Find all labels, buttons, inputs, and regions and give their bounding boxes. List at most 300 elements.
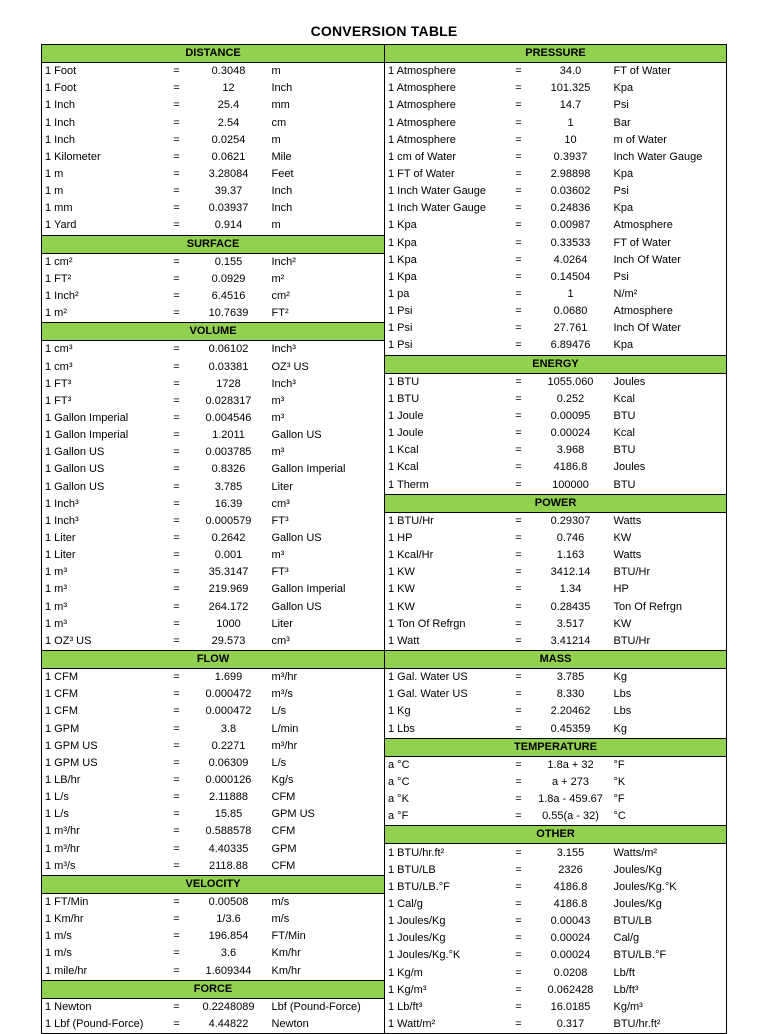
to-unit-cell: Inch Water Gauge: [610, 149, 727, 166]
to-unit-cell: BTU/Hr: [610, 564, 727, 581]
factor-cell: 0.00024: [550, 932, 591, 945]
factor-cell: 0.06309: [208, 756, 249, 769]
conversion-row: [42, 496, 385, 513]
conversion-row: [385, 599, 727, 616]
from-unit-cell: 1 Lbs: [385, 720, 506, 738]
conversion-row: [42, 547, 385, 564]
to-unit-cell: °F: [610, 791, 727, 808]
equals-cell: =: [173, 930, 180, 943]
equals-cell: =: [173, 116, 180, 129]
conversion-row: [42, 410, 385, 427]
equals-cell: =: [515, 932, 522, 945]
to-unit-cell: cm²: [268, 288, 385, 305]
from-unit-cell: 1 Inch³: [42, 513, 164, 530]
factor-cell: 4.40335: [208, 842, 249, 855]
from-unit-cell: 1 Inch Water Gauge: [385, 200, 506, 217]
section-header: SURFACE: [42, 235, 385, 253]
to-unit-cell: Joules/Kg: [610, 896, 727, 913]
factor-cell: 3412.14: [550, 566, 591, 579]
to-unit-cell: Gallon US: [268, 599, 385, 616]
equals-cell: =: [515, 549, 522, 562]
to-unit-cell: Liter: [268, 616, 385, 633]
section-header-row: [42, 45, 385, 63]
from-unit-cell: 1 FT/Min: [42, 893, 164, 911]
equals-cell: =: [173, 290, 180, 303]
equals-cell: =: [515, 150, 522, 163]
factor-cell: 39.37: [214, 185, 243, 198]
equals-cell: =: [515, 634, 522, 647]
equals-cell: =: [173, 150, 180, 163]
factor-cell: 0.00043: [550, 915, 591, 928]
from-unit-cell: 1 Psi: [385, 320, 506, 337]
equals-cell: =: [515, 880, 522, 893]
from-unit-cell: 1 Foot: [42, 80, 164, 97]
to-unit-cell: Joules: [610, 459, 727, 476]
equals-cell: =: [173, 480, 180, 493]
factor-cell: 0.03381: [208, 360, 249, 373]
to-unit-cell: Psi: [610, 269, 727, 286]
equals-cell: =: [506, 1016, 532, 1034]
from-unit-cell: 1 m³: [42, 564, 164, 581]
equals-cell: =: [515, 514, 522, 527]
conversion-row: [385, 373, 727, 391]
from-unit-cell: 1 Kilometer: [42, 149, 164, 166]
equals-cell: =: [173, 583, 180, 596]
conversion-row: [42, 183, 385, 200]
to-unit-cell: CFM: [268, 789, 385, 806]
to-unit-cell: mm: [268, 97, 385, 114]
conversion-row: [42, 945, 385, 962]
to-unit-cell: Inch Of Water: [610, 252, 727, 269]
factor-cell: 0.0680: [553, 305, 588, 318]
to-unit-cell: BTU: [610, 442, 727, 459]
to-unit-cell: m³/s: [268, 686, 385, 703]
conversion-row: [385, 947, 727, 964]
from-unit-cell: 1 CFM: [42, 703, 164, 720]
factor-cell: 0.000472: [205, 688, 252, 701]
factor-cell: 0.2271: [211, 739, 246, 752]
equals-cell: =: [173, 133, 180, 146]
factor-cell: 0.8326: [211, 463, 246, 476]
conversion-row: [385, 183, 727, 200]
equals-cell: =: [515, 65, 522, 78]
conversion-row: [385, 808, 727, 826]
from-unit-cell: 1 m: [42, 183, 164, 200]
from-unit-cell: 1 m³/hr: [42, 840, 164, 857]
factor-cell: 0.45359: [550, 722, 591, 735]
to-unit-cell: Kcal: [610, 391, 727, 408]
factor-cell: 34.0: [559, 65, 582, 78]
conversion-row: [42, 359, 385, 376]
equals-cell: =: [515, 600, 522, 613]
factor-cell: 1.163: [556, 549, 585, 562]
from-unit-cell: 1 FT of Water: [385, 166, 506, 183]
factor-cell: 4186.8: [553, 880, 588, 893]
factor-cell: 3.785: [556, 671, 585, 684]
from-unit-cell: 1 LB/hr: [42, 772, 164, 789]
conversion-row: [385, 930, 727, 947]
from-unit-cell: 1 BTU/LB.°F: [385, 879, 506, 896]
conversion-row: [42, 840, 385, 857]
from-unit-cell: 1 Kg/m: [385, 964, 506, 981]
factor-cell: 1: [567, 116, 574, 129]
from-unit-cell: 1 Kpa: [385, 235, 506, 252]
factor-cell: 0.00095: [550, 410, 591, 423]
to-unit-cell: m³: [268, 444, 385, 461]
to-unit-cell: FT³: [268, 513, 385, 530]
equals-cell: =: [173, 532, 180, 544]
from-unit-cell: 1 Inch Water Gauge: [385, 183, 506, 200]
from-unit-cell: 1 KW: [385, 581, 506, 598]
equals-cell: =: [173, 791, 180, 804]
conversion-row: [42, 132, 385, 149]
to-unit-cell: Kg/m³: [610, 999, 727, 1016]
factor-cell: 0.0621: [211, 150, 246, 163]
factor-cell: 8.330: [556, 688, 585, 701]
from-unit-cell: 1 Kcal: [385, 459, 506, 476]
from-unit-cell: 1 Joule: [385, 425, 506, 442]
factor-cell: 2118.88: [209, 859, 248, 872]
to-unit-cell: Kpa: [610, 166, 727, 183]
to-unit-cell: Watts: [610, 547, 727, 564]
from-unit-cell: 1 Watt: [385, 633, 506, 651]
to-unit-cell: GPM: [268, 840, 385, 857]
equals-cell: =: [173, 219, 180, 232]
conversion-row: [42, 755, 385, 772]
conversion-row: [42, 564, 385, 581]
to-unit-cell: Km/hr: [268, 945, 385, 962]
conversion-row: [385, 235, 727, 252]
factor-cell: 0.03937: [208, 202, 249, 215]
conversion-row: [42, 633, 385, 651]
conversion-row: [385, 999, 727, 1016]
equals-cell: =: [173, 514, 180, 527]
equals-cell: =: [173, 497, 180, 510]
conversion-row: [385, 530, 727, 547]
conversion-row: [42, 253, 385, 271]
conversion-row: [42, 97, 385, 114]
from-unit-cell: 1 Inch: [42, 132, 164, 149]
left-conversion-column: [41, 44, 384, 1034]
equals-cell: =: [515, 722, 522, 735]
to-unit-cell: Inch²: [268, 253, 385, 271]
from-unit-cell: 1 Kpa: [385, 217, 506, 234]
conversion-row: [385, 581, 727, 598]
factor-cell: 0.0208: [553, 966, 588, 979]
equals-cell: =: [173, 307, 180, 320]
conversion-row: [42, 513, 385, 530]
conversion-row: [42, 1016, 385, 1034]
equals-cell: =: [173, 463, 180, 476]
equals-cell: =: [173, 808, 180, 821]
from-unit-cell: 1 L/s: [42, 789, 164, 806]
equals-cell: =: [515, 288, 522, 301]
equals-cell: =: [515, 461, 522, 474]
conversion-row: [385, 97, 727, 114]
equals-cell: =: [173, 913, 180, 926]
equals-cell: =: [515, 915, 522, 928]
section-header-row: [385, 45, 727, 63]
conversion-row: [385, 982, 727, 999]
from-unit-cell: 1 Gallon US: [42, 461, 164, 478]
to-unit-cell: Feet: [268, 166, 385, 183]
to-unit-cell: CFM: [268, 823, 385, 840]
to-unit-cell: L/s: [268, 755, 385, 772]
factor-cell: 0.000472: [205, 705, 252, 718]
from-unit-cell: 1 Gallon Imperial: [42, 410, 164, 427]
conversion-row: [385, 166, 727, 183]
factor-cell: 25.4: [217, 99, 240, 112]
conversion-row: [385, 269, 727, 286]
equals-cell: =: [173, 739, 180, 752]
equals-cell: =: [173, 964, 180, 977]
factor-cell: 1/3.6: [216, 913, 241, 926]
from-unit-cell: 1 Joule: [385, 408, 506, 425]
factor-cell: 0.004546: [205, 412, 252, 425]
equals-cell: =: [515, 810, 522, 823]
to-unit-cell: BTU/hr.ft²: [610, 1016, 727, 1034]
to-unit-cell: Atmosphere: [610, 303, 727, 320]
conversion-row: [385, 149, 727, 166]
factor-cell: 2.11888: [209, 791, 248, 804]
to-unit-cell: Lb/ft: [610, 964, 727, 981]
to-unit-cell: KW: [610, 616, 727, 633]
equals-cell: =: [515, 410, 522, 423]
equals-cell: =: [173, 168, 180, 181]
factor-cell: 0.55(a - 32): [542, 810, 599, 823]
factor-cell: 0.000126: [205, 773, 252, 786]
from-unit-cell: 1 m³: [42, 581, 164, 598]
equals-cell: =: [515, 705, 522, 718]
from-unit-cell: 1 Kg/m³: [385, 982, 506, 999]
equals-cell: =: [515, 82, 522, 95]
to-unit-cell: GPM US: [268, 806, 385, 823]
conversion-row: [42, 444, 385, 461]
to-unit-cell: °K: [610, 774, 727, 791]
factor-cell: 1055.060: [547, 375, 594, 388]
equals-cell: =: [173, 202, 180, 215]
conversion-row: [42, 341, 385, 359]
to-unit-cell: Bar: [610, 115, 727, 132]
equals-cell: =: [515, 478, 522, 491]
conversion-row: [42, 928, 385, 945]
to-unit-cell: Kcal: [610, 425, 727, 442]
to-unit-cell: CFM: [268, 858, 385, 876]
to-unit-cell: m²: [268, 271, 385, 288]
to-unit-cell: m: [268, 63, 385, 81]
to-unit-cell: cm: [268, 115, 385, 132]
conversion-row: [42, 427, 385, 444]
from-unit-cell: 1 BTU: [385, 373, 506, 391]
factor-cell: 264.172: [208, 600, 249, 613]
equals-cell: =: [515, 758, 522, 771]
from-unit-cell: 1 m³: [42, 616, 164, 633]
to-unit-cell: L/min: [268, 720, 385, 737]
from-unit-cell: 1 Ton Of Refrgn: [385, 616, 506, 633]
section-header: FORCE: [42, 980, 385, 998]
from-unit-cell: 1 Lb/ft³: [385, 999, 506, 1016]
factor-cell: 0.062428: [547, 983, 594, 996]
conversion-row: [385, 879, 727, 896]
factor-cell: 0.000579: [205, 514, 252, 527]
conversion-row: [385, 633, 727, 651]
to-unit-cell: Kg/s: [268, 772, 385, 789]
to-unit-cell: BTU/LB.°F: [610, 947, 727, 964]
from-unit-cell: 1 m³/hr: [42, 823, 164, 840]
equals-cell: =: [515, 168, 522, 181]
to-unit-cell: Atmosphere: [610, 217, 727, 234]
to-unit-cell: m³/hr: [268, 738, 385, 755]
to-unit-cell: m³: [268, 547, 385, 564]
factor-cell: 219.969: [208, 583, 249, 596]
from-unit-cell: 1 Atmosphere: [385, 115, 506, 132]
conversion-row: [42, 271, 385, 288]
equals-cell: =: [515, 270, 522, 283]
equals-cell: =: [515, 671, 522, 684]
factor-cell: 0.00508: [208, 895, 249, 908]
equals-cell: =: [515, 392, 522, 405]
conversion-row: [385, 320, 727, 337]
conversion-row: [42, 703, 385, 720]
equals-cell: =: [173, 947, 180, 960]
factor-cell: 3.155: [556, 846, 585, 859]
to-unit-cell: Ton Of Refrgn: [610, 599, 727, 616]
from-unit-cell: 1 Liter: [42, 547, 164, 564]
equals-cell: =: [173, 549, 180, 562]
equals-cell: =: [173, 895, 180, 908]
section-header-row: [42, 980, 385, 998]
factor-cell: 1.699: [214, 671, 243, 684]
equals-cell: =: [173, 671, 180, 684]
to-unit-cell: KW: [610, 530, 727, 547]
to-unit-cell: Lbf (Pound-Force): [268, 998, 385, 1016]
equals-cell: =: [515, 116, 522, 129]
from-unit-cell: 1 Therm: [385, 477, 506, 495]
to-unit-cell: cm³: [268, 633, 385, 651]
factor-cell: 29.573: [211, 634, 246, 647]
conversion-row: [42, 962, 385, 980]
to-unit-cell: cm³: [268, 496, 385, 513]
from-unit-cell: 1 CFM: [42, 669, 164, 687]
from-unit-cell: a °K: [385, 791, 506, 808]
equals-cell: =: [173, 566, 180, 579]
conversion-row: [385, 913, 727, 930]
to-unit-cell: Gallon Imperial: [268, 461, 385, 478]
section-header-row: [385, 826, 727, 844]
conversion-row: [385, 408, 727, 425]
to-unit-cell: Joules/Kg.°K: [610, 879, 727, 896]
to-unit-cell: Km/hr: [268, 962, 385, 980]
to-unit-cell: Newton: [268, 1016, 385, 1034]
conversion-row: [385, 303, 727, 320]
from-unit-cell: 1 HP: [385, 530, 506, 547]
to-unit-cell: Lbs: [610, 703, 727, 720]
from-unit-cell: 1 Kcal/Hr: [385, 547, 506, 564]
conversion-row: [385, 791, 727, 808]
to-unit-cell: m of Water: [610, 132, 727, 149]
equals-cell: =: [515, 339, 522, 352]
equals-cell: =: [515, 99, 522, 112]
to-unit-cell: Kpa: [610, 200, 727, 217]
from-unit-cell: 1 m³/s: [42, 858, 164, 876]
from-unit-cell: 1 BTU/Hr: [385, 512, 506, 530]
from-unit-cell: 1 Joules/Kg: [385, 913, 506, 930]
conversion-row: [42, 217, 385, 235]
to-unit-cell: Mile: [268, 149, 385, 166]
from-unit-cell: 1 Atmosphere: [385, 80, 506, 97]
conversion-row: [42, 166, 385, 183]
equals-cell: =: [173, 756, 180, 769]
from-unit-cell: 1 Kcal: [385, 442, 506, 459]
from-unit-cell: 1 Yard: [42, 217, 164, 235]
equals-cell: =: [515, 966, 522, 979]
from-unit-cell: 1 m/s: [42, 945, 164, 962]
conversion-row: [42, 789, 385, 806]
from-unit-cell: 1 Joules/Kg.°K: [385, 947, 506, 964]
section-header-row: [42, 323, 385, 341]
from-unit-cell: 1 Inch: [42, 97, 164, 114]
from-unit-cell: 1 Cal/g: [385, 896, 506, 913]
conversion-row: [42, 911, 385, 928]
factor-cell: 100000: [552, 478, 589, 491]
to-unit-cell: N/m²: [610, 286, 727, 303]
from-unit-cell: 1 GPM US: [42, 755, 164, 772]
to-unit-cell: Lbs: [610, 686, 727, 703]
equals-cell: =: [173, 343, 180, 356]
conversion-row: [42, 616, 385, 633]
factor-cell: 14.7: [559, 99, 582, 112]
conversion-row: [385, 252, 727, 269]
factor-cell: 0.588578: [205, 825, 252, 838]
to-unit-cell: Inch: [268, 183, 385, 200]
equals-cell: =: [515, 775, 522, 788]
conversion-row: [385, 200, 727, 217]
equals-cell: =: [515, 566, 522, 579]
conversion-row: [42, 686, 385, 703]
factor-cell: 6.89476: [550, 339, 591, 352]
equals-cell: =: [173, 394, 180, 407]
to-unit-cell: m: [268, 217, 385, 235]
factor-cell: 0.00024: [550, 427, 591, 440]
conversion-row: [385, 80, 727, 97]
conversion-row: [42, 530, 385, 547]
section-header-row: [385, 738, 727, 756]
equals-cell: =: [173, 688, 180, 701]
from-unit-cell: 1 Watt/m²: [385, 1016, 506, 1034]
from-unit-cell: 1 FT³: [42, 393, 164, 410]
equals-cell: =: [173, 842, 180, 855]
right-conversion-table: [384, 44, 727, 1034]
from-unit-cell: 1 Gallon US: [42, 444, 164, 461]
from-unit-cell: a °C: [385, 774, 506, 791]
factor-cell: 0.028317: [205, 394, 252, 407]
to-unit-cell: FT of Water: [610, 63, 727, 81]
conversion-row: [42, 738, 385, 755]
section-header: TEMPERATURE: [385, 738, 727, 756]
to-unit-cell: Cal/g: [610, 930, 727, 947]
equals-cell: =: [515, 583, 522, 596]
conversion-row: [42, 669, 385, 687]
factor-cell: 1.34: [559, 583, 582, 596]
section-header: OTHER: [385, 826, 727, 844]
factor-cell: 4186.8: [553, 897, 588, 910]
to-unit-cell: °C: [610, 808, 727, 826]
from-unit-cell: 1 Atmosphere: [385, 63, 506, 81]
from-unit-cell: 1 m: [42, 166, 164, 183]
from-unit-cell: 1 pa: [385, 286, 506, 303]
equals-cell: =: [173, 617, 180, 630]
from-unit-cell: a °C: [385, 756, 506, 774]
